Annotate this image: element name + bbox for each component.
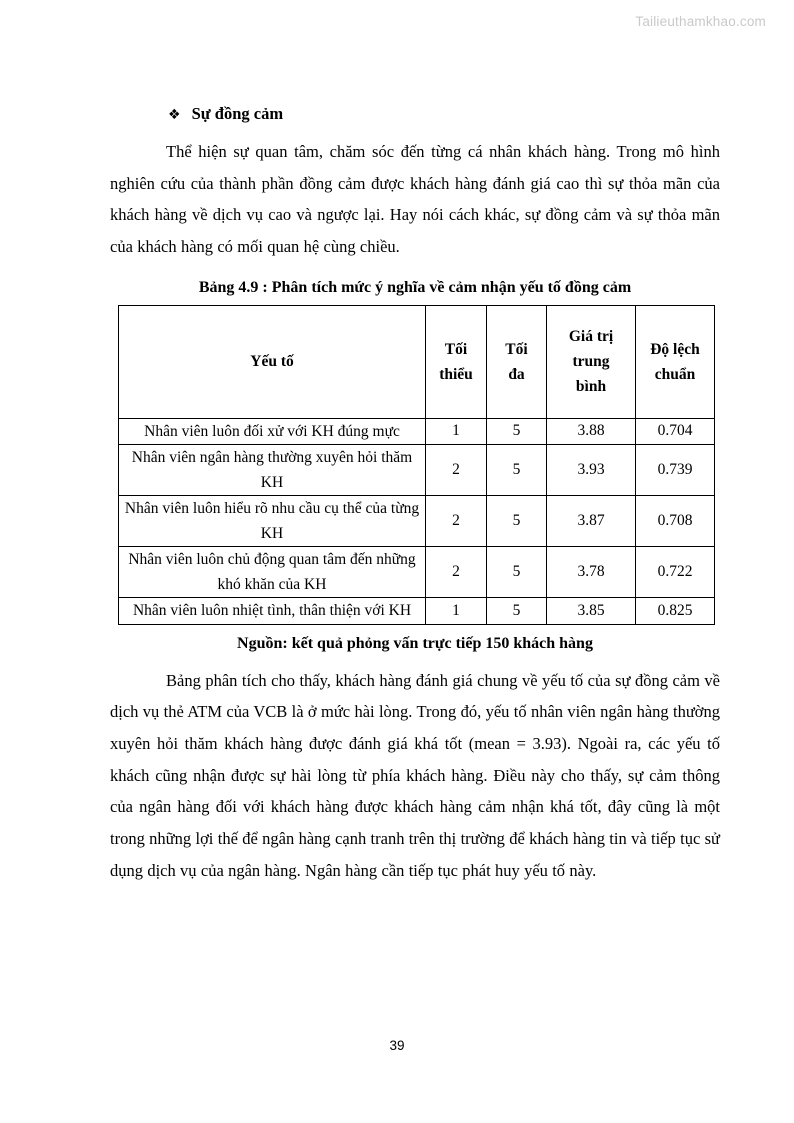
cell-factor: Nhân viên luôn nhiệt tình, thân thiện với KH [119,598,426,624]
cell-factor: Nhân viên luôn hiểu rõ nhu cầu cụ thể của từng KH [119,496,426,547]
table-row [119,418,715,444]
column-header-mean: Giá trị trung bình [547,305,636,418]
cell-min: 1 [426,418,487,444]
cell-mean: 3.88 [547,418,636,444]
cell-factor: Nhân viên luôn đối xử với KH đúng mực [119,418,426,444]
cell-max: 5 [487,547,547,598]
table-row [119,496,715,547]
cell-factor: Nhân viên ngân hàng thường xuyên hỏi thăm KH [119,444,426,495]
cell-min: 1 [426,598,487,624]
cell-factor: Nhân viên luôn chủ động quan tâm đến những khó khăn của KH [119,547,426,598]
cell-max: 5 [487,496,547,547]
table-row [119,547,715,598]
intro-paragraph: Thể hiện sự quan tâm, chăm sóc đến từng cá nhân khách hàng. Trong mô hình nghiên cứu của thành phần đồng cảm được khách hàng đánh giá cao thì sự thỏa mãn của khách hàng về dịch vụ cao và ngược lại. Hay nói cách khác, sự đồng cảm và sự thỏa mãn của khách hàng có mối quan hệ cùng chiều. [110,142,720,257]
cell-sd: 0.704 [636,418,715,444]
table-row [119,444,715,495]
table-caption: Bảng 4.9 : Phân tích mức ý nghĩa về cảm nhận yếu tố đồng cảm [198,278,632,296]
cell-min: 2 [426,496,487,547]
floret-bullet-icon: ❖ [168,107,181,123]
table-row [119,598,715,624]
cell-max: 5 [487,444,547,495]
page-content [110,104,720,889]
cell-mean: 3.87 [547,496,636,547]
analysis-paragraph: Bảng phân tích cho thấy, khách hàng đánh giá chung về yếu tố của sự đồng cảm về dịch vụ thẻ ATM của VCB là ở mức hài lòng. Trong đó, yếu tố nhân viên ngân hàng thường xuyên hỏi thăm khách hàng được đánh giá khá tốt (mean = 3.93). Ngoài ra, các yếu tố khách cũng nhận được sự hài lòng từ phía khách hàng. Điều này cho thấy, sự cảm thông của ngân hàng đối với khách hàng được khách hàng cảm nhận khá tốt, đây cũng là một trong những lợi thế để ngân hàng cạnh tranh trên thị trường để khách hàng tin và tiếp tục sử dụng dịch vụ của ngân hàng. Ngân hàng cần tiếp tục phát huy yếu tố này. [110,670,720,880]
cell-min: 2 [426,547,487,598]
column-header-min: Tối thiểu [426,305,487,418]
cell-min: 2 [426,444,487,495]
column-header-factor: Yếu tố [119,305,426,418]
cell-mean: 3.85 [547,598,636,624]
cell-mean: 3.93 [547,444,636,495]
page-number: 39 [389,1038,405,1053]
cell-max: 5 [487,418,547,444]
section-heading [110,104,720,124]
column-header-sd: Độ lệch chuẩn [636,305,715,418]
cell-sd: 0.708 [636,496,715,547]
section-heading-label: Sự đồng cảm [191,104,284,123]
cell-mean: 3.78 [547,547,636,598]
table-body [119,418,715,624]
empathy-analysis-table [118,305,715,625]
table-header-row [119,305,715,418]
cell-sd: 0.739 [636,444,715,495]
cell-sd: 0.722 [636,547,715,598]
table-source-note: Nguồn: kết quả phỏng vấn trực tiếp 150 khách hàng [237,634,593,652]
site-watermark: Tailieuthamkhao.com [635,14,766,29]
cell-sd: 0.825 [636,598,715,624]
cell-max: 5 [487,598,547,624]
column-header-max: Tối đa [487,305,547,418]
